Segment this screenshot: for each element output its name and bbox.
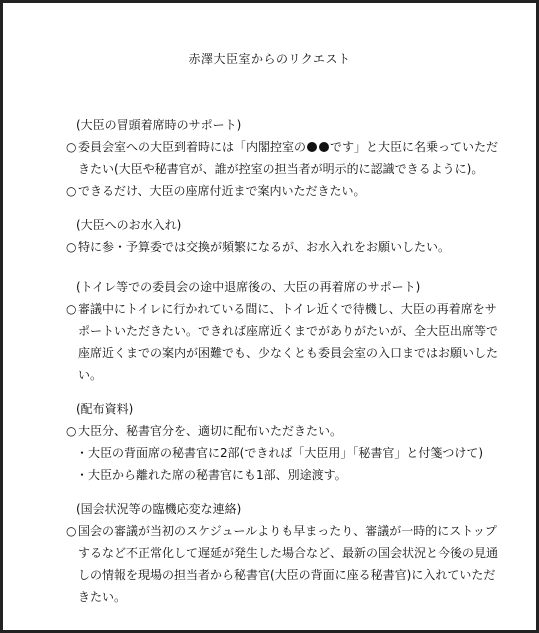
sub-item-text: 大臣の背面席の秘書官に2部(できれば「大臣用」「秘書官」と付箋つけて)	[88, 446, 484, 460]
section-heading: (トイレ等での委員会の途中退席後の、大臣の再着席のサポート)	[76, 280, 421, 294]
bullet-mark: ○	[66, 424, 77, 438]
item-text: 審議中にトイレに行かれている間に、トイレ近くで待機し、大臣の再着席をサポートいただきたい。できれば座席近くまでがありがたいが、全大臣出席等で座席近くまでの案内が困難でも、少なくとも委員会室の入口まではお願いしたい。	[78, 302, 499, 382]
item-text: 大臣分、秘書官分を、適切に配布いただきたい。	[78, 424, 343, 438]
sub-bullet-mark: ・	[76, 468, 89, 482]
section-heading: (大臣へのお水入れ)	[76, 218, 182, 232]
section-handouts	[66, 398, 506, 486]
list-item	[66, 236, 506, 258]
sub-list-item	[66, 464, 506, 486]
item-text-before: 委員会室への大臣到着時には「内閣控室の	[78, 140, 307, 154]
item-text: できるだけ、大臣の座席付近まで案内いただきたい。	[78, 184, 366, 198]
sub-bullet-mark: ・	[76, 446, 89, 460]
bullet-mark: ○	[66, 140, 77, 154]
list-item	[66, 136, 506, 180]
bullet-mark: ○	[66, 302, 77, 316]
redaction-dot	[307, 142, 317, 152]
section-heading: (配布資料)	[76, 402, 134, 416]
item-text: 特に参・予算委では交換が頻繁になるが、お水入れをお願いしたい。	[78, 240, 451, 254]
document-title: 赤澤大臣室からのリクエスト	[188, 52, 351, 66]
section-water-refill	[66, 214, 506, 258]
section-heading: (大臣の冒頭着席時のサポート)	[76, 118, 242, 132]
section-heading: (国会状況等の臨機応変な連絡)	[76, 502, 242, 516]
section-reseating-support	[66, 276, 506, 386]
section-opening-seating-support	[66, 114, 506, 202]
sub-item-text: 大臣から離れた席の秘書官にも1部、別途渡す。	[88, 468, 347, 482]
section-diet-status-contact	[66, 498, 506, 608]
bullet-mark: ○	[66, 184, 77, 198]
item-text: 国会の審議が当初のスケジュールよりも早まったり、審議が一時的にストップするなど不正常化して遅延が発生した場合など、最新の国会状況と今後の見通しの情報を現場の担当者から秘書官(大臣の背面に座る秘書官)に入れていただきたい。	[78, 524, 499, 604]
list-item	[66, 180, 506, 202]
bullet-mark: ○	[66, 524, 77, 538]
bullet-mark: ○	[66, 240, 77, 254]
list-item	[66, 420, 506, 442]
list-item	[66, 520, 506, 608]
sub-list-item	[66, 442, 506, 464]
item-text-after: です」と大臣に名乗っていただきたい(大臣や秘書官が、誰が控室の担当者が明示的に認識できるように)。	[78, 140, 499, 176]
redaction-dot	[319, 142, 329, 152]
list-item	[66, 298, 506, 386]
